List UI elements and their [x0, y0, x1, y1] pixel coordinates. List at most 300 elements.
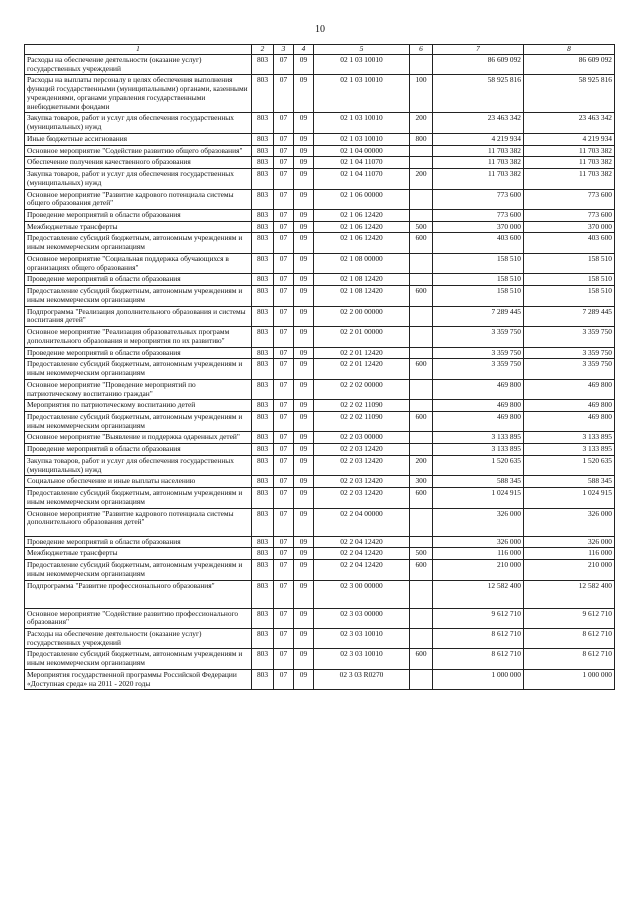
amount-year-2: 326 000 — [524, 508, 615, 536]
table-row — [25, 169, 615, 189]
section-code: 07 — [274, 400, 294, 412]
section-code: 07 — [274, 508, 294, 536]
subsection-code: 09 — [294, 580, 314, 608]
target-item-code: 02 1 04 11070 — [314, 169, 410, 189]
section-code: 07 — [274, 608, 294, 628]
amount-year-2: 1 000 000 — [524, 669, 615, 689]
row-name: Социальное обеспечение и иные выплаты населению — [25, 476, 252, 488]
subsection-code: 09 — [294, 210, 314, 222]
target-item-code: 02 2 00 00000 — [314, 306, 410, 326]
table-row — [25, 488, 615, 508]
row-name: Проведение мероприятий в области образования — [25, 444, 252, 456]
row-name: Предоставление субсидий бюджетным, автономным учреждениям и иным некоммерческим организациям — [25, 411, 252, 431]
section-code: 07 — [274, 157, 294, 169]
section-code: 07 — [274, 476, 294, 488]
subsection-code: 09 — [294, 233, 314, 253]
row-name: Обеспечение получения качественного образования — [25, 157, 252, 169]
page-number: 10 — [315, 24, 325, 35]
target-item-code: 02 3 03 R0270 — [314, 669, 410, 689]
amount-year-2: 3 359 750 — [524, 359, 615, 379]
table-row — [25, 327, 615, 347]
amount-year-1: 158 510 — [433, 253, 524, 273]
table-row — [25, 75, 615, 113]
row-name: Расходы на обеспечение деятельности (оказание услуг) государственных учреждений — [25, 628, 252, 648]
expense-type-code — [410, 400, 433, 412]
subsection-code: 09 — [294, 306, 314, 326]
section-code: 07 — [274, 306, 294, 326]
column-number-row — [25, 45, 615, 55]
subsection-code: 09 — [294, 145, 314, 157]
section-code: 07 — [274, 444, 294, 456]
amount-year-2: 1 024 915 — [524, 488, 615, 508]
row-name: Основное мероприятие "Реализация образовательных программ дополнительного образования и мероприятия по их развитию" — [25, 327, 252, 347]
amount-year-1: 469 800 — [433, 411, 524, 431]
amount-year-2: 12 582 400 — [524, 580, 615, 608]
table-row — [25, 476, 615, 488]
row-name: Проведение мероприятий в области образования — [25, 274, 252, 286]
ministry-code: 803 — [252, 233, 274, 253]
target-item-code: 02 1 03 10010 — [314, 55, 410, 75]
row-name: Предоставление субсидий бюджетным, автономным учреждениям и иным некоммерческим организациям — [25, 488, 252, 508]
amount-year-1: 403 600 — [433, 233, 524, 253]
ministry-code: 803 — [252, 379, 274, 399]
amount-year-2: 469 800 — [524, 411, 615, 431]
ministry-code: 803 — [252, 145, 274, 157]
amount-year-2: 8 612 710 — [524, 649, 615, 669]
amount-year-1: 588 345 — [433, 476, 524, 488]
amount-year-1: 9 612 710 — [433, 608, 524, 628]
section-code: 07 — [274, 55, 294, 75]
amount-year-2: 86 609 092 — [524, 55, 615, 75]
expense-type-code — [410, 189, 433, 209]
row-name: Основное мероприятие "Проведение мероприятий по патриотическому воспитанию граждан" — [25, 379, 252, 399]
target-item-code: 02 1 08 00000 — [314, 253, 410, 273]
table-row — [25, 536, 615, 548]
expense-type-code — [410, 508, 433, 536]
expense-type-code — [410, 253, 433, 273]
ministry-code: 803 — [252, 669, 274, 689]
amount-year-2: 469 800 — [524, 400, 615, 412]
subsection-code: 09 — [294, 560, 314, 580]
target-item-code: 02 2 04 12420 — [314, 560, 410, 580]
target-item-code: 02 2 01 00000 — [314, 327, 410, 347]
ministry-code: 803 — [252, 628, 274, 648]
row-name: Предоставление субсидий бюджетным, автономным учреждениям и иным некоммерческим организациям — [25, 649, 252, 669]
expense-type-code — [410, 145, 433, 157]
ministry-code: 803 — [252, 253, 274, 273]
subsection-code: 09 — [294, 327, 314, 347]
amount-year-2: 4 219 934 — [524, 133, 615, 145]
amount-year-2: 158 510 — [524, 253, 615, 273]
expense-type-code — [410, 608, 433, 628]
table-row — [25, 628, 615, 648]
table-row — [25, 306, 615, 326]
target-item-code: 02 3 03 10010 — [314, 628, 410, 648]
ministry-code: 803 — [252, 55, 274, 75]
subsection-code: 09 — [294, 75, 314, 113]
amount-year-2: 11 703 382 — [524, 145, 615, 157]
expense-type-code — [410, 327, 433, 347]
table-row — [25, 133, 615, 145]
amount-year-1: 210 000 — [433, 560, 524, 580]
table-row — [25, 157, 615, 169]
table-row — [25, 113, 615, 133]
row-name: Основное мероприятие "Выявление и поддержка одаренных детей" — [25, 432, 252, 444]
table-row — [25, 145, 615, 157]
expense-type-code — [410, 536, 433, 548]
target-item-code: 02 2 02 11090 — [314, 400, 410, 412]
target-item-code: 02 1 03 10010 — [314, 75, 410, 113]
table-row — [25, 455, 615, 475]
expense-type-code — [410, 306, 433, 326]
amount-year-1: 7 289 445 — [433, 306, 524, 326]
table-row — [25, 580, 615, 608]
amount-year-1: 1 000 000 — [433, 669, 524, 689]
subsection-code: 09 — [294, 608, 314, 628]
section-code: 07 — [274, 169, 294, 189]
section-code: 07 — [274, 113, 294, 133]
amount-year-2: 116 000 — [524, 548, 615, 560]
amount-year-1: 58 925 816 — [433, 75, 524, 113]
ministry-code: 803 — [252, 508, 274, 536]
table-row — [25, 608, 615, 628]
row-name: Иные бюджетные ассигнования — [25, 133, 252, 145]
section-code: 07 — [274, 274, 294, 286]
section-code: 07 — [274, 432, 294, 444]
target-item-code: 02 2 04 00000 — [314, 508, 410, 536]
amount-year-1: 12 582 400 — [433, 580, 524, 608]
subsection-code: 09 — [294, 411, 314, 431]
expense-type-code — [410, 444, 433, 456]
column-number: 8 — [524, 45, 615, 55]
row-name: Проведение мероприятий в области образования — [25, 536, 252, 548]
section-code: 07 — [274, 411, 294, 431]
section-code: 07 — [274, 669, 294, 689]
target-item-code: 02 2 03 12420 — [314, 488, 410, 508]
ministry-code: 803 — [252, 306, 274, 326]
expense-type-code: 200 — [410, 455, 433, 475]
ministry-code: 803 — [252, 133, 274, 145]
row-name: Подпрограмма "Развитие профессионального образования" — [25, 580, 252, 608]
expense-type-code: 600 — [410, 286, 433, 306]
column-number: 7 — [433, 45, 524, 55]
amount-year-1: 326 000 — [433, 508, 524, 536]
expense-type-code: 600 — [410, 488, 433, 508]
row-name: Предоставление субсидий бюджетным, автономным учреждениям и иным некоммерческим организациям — [25, 233, 252, 253]
amount-year-1: 1 024 915 — [433, 488, 524, 508]
subsection-code: 09 — [294, 157, 314, 169]
expense-type-code: 600 — [410, 411, 433, 431]
expense-type-code — [410, 379, 433, 399]
ministry-code: 803 — [252, 347, 274, 359]
row-name: Расходы на обеспечение деятельности (оказание услуг) государственных учреждений — [25, 55, 252, 75]
amount-year-1: 469 800 — [433, 400, 524, 412]
amount-year-1: 8 612 710 — [433, 628, 524, 648]
expense-type-code — [410, 157, 433, 169]
target-item-code: 02 2 04 12420 — [314, 536, 410, 548]
expense-type-code: 500 — [410, 221, 433, 233]
target-item-code: 02 3 00 00000 — [314, 580, 410, 608]
table-row — [25, 669, 615, 689]
subsection-code: 09 — [294, 169, 314, 189]
expense-type-code — [410, 580, 433, 608]
table-row — [25, 210, 615, 222]
amount-year-1: 11 703 382 — [433, 169, 524, 189]
amount-year-1: 773 600 — [433, 210, 524, 222]
table-row — [25, 359, 615, 379]
amount-year-1: 158 510 — [433, 286, 524, 306]
ministry-code: 803 — [252, 359, 274, 379]
amount-year-2: 469 800 — [524, 379, 615, 399]
section-code: 07 — [274, 548, 294, 560]
ministry-code: 803 — [252, 169, 274, 189]
section-code: 07 — [274, 189, 294, 209]
section-code: 07 — [274, 253, 294, 273]
amount-year-2: 1 520 635 — [524, 455, 615, 475]
column-number: 2 — [252, 45, 274, 55]
subsection-code: 09 — [294, 253, 314, 273]
row-name: Подпрограмма "Реализация дополнительного образования и системы воспитания детей" — [25, 306, 252, 326]
subsection-code: 09 — [294, 113, 314, 133]
expense-type-code: 100 — [410, 75, 433, 113]
ministry-code: 803 — [252, 580, 274, 608]
section-code: 07 — [274, 359, 294, 379]
expense-type-code: 800 — [410, 133, 433, 145]
ministry-code: 803 — [252, 400, 274, 412]
table-row — [25, 444, 615, 456]
table-row — [25, 560, 615, 580]
row-name: Закупка товаров, работ и услуг для обеспечения государственных (муниципальных) нужд — [25, 113, 252, 133]
ministry-code: 803 — [252, 274, 274, 286]
table-row — [25, 55, 615, 75]
ministry-code: 803 — [252, 286, 274, 306]
table-row — [25, 253, 615, 273]
expense-type-code: 300 — [410, 476, 433, 488]
amount-year-2: 403 600 — [524, 233, 615, 253]
expense-type-code — [410, 55, 433, 75]
section-code: 07 — [274, 286, 294, 306]
ministry-code: 803 — [252, 536, 274, 548]
table-row — [25, 379, 615, 399]
amount-year-2: 7 289 445 — [524, 306, 615, 326]
expense-type-code — [410, 274, 433, 286]
ministry-code: 803 — [252, 113, 274, 133]
target-item-code: 02 2 03 12420 — [314, 455, 410, 475]
expense-type-code: 600 — [410, 359, 433, 379]
column-number: 5 — [314, 45, 410, 55]
target-item-code: 02 3 03 00000 — [314, 608, 410, 628]
amount-year-1: 370 000 — [433, 221, 524, 233]
amount-year-1: 116 000 — [433, 548, 524, 560]
ministry-code: 803 — [252, 411, 274, 431]
subsection-code: 09 — [294, 379, 314, 399]
amount-year-1: 3 133 895 — [433, 432, 524, 444]
amount-year-2: 8 612 710 — [524, 628, 615, 648]
column-number: 6 — [410, 45, 433, 55]
subsection-code: 09 — [294, 649, 314, 669]
amount-year-1: 4 219 934 — [433, 133, 524, 145]
table-row — [25, 400, 615, 412]
target-item-code: 02 1 03 10010 — [314, 133, 410, 145]
ministry-code: 803 — [252, 649, 274, 669]
subsection-code: 09 — [294, 359, 314, 379]
target-item-code: 02 2 03 00000 — [314, 432, 410, 444]
ministry-code: 803 — [252, 608, 274, 628]
row-name: Предоставление субсидий бюджетным, автономным учреждениям и иным некоммерческим организациям — [25, 359, 252, 379]
table-row — [25, 649, 615, 669]
column-number: 1 — [25, 45, 252, 55]
amount-year-2: 3 133 895 — [524, 444, 615, 456]
amount-year-1: 3 359 750 — [433, 347, 524, 359]
subsection-code: 09 — [294, 536, 314, 548]
expense-type-code: 500 — [410, 548, 433, 560]
section-code: 07 — [274, 75, 294, 113]
section-code: 07 — [274, 455, 294, 475]
subsection-code: 09 — [294, 508, 314, 536]
row-name: Межбюджетные трансферты — [25, 221, 252, 233]
amount-year-2: 11 703 382 — [524, 169, 615, 189]
budget-table — [24, 44, 615, 690]
subsection-code: 09 — [294, 488, 314, 508]
table-row — [25, 432, 615, 444]
target-item-code: 02 1 06 12420 — [314, 233, 410, 253]
amount-year-1: 3 359 750 — [433, 327, 524, 347]
amount-year-1: 773 600 — [433, 189, 524, 209]
ministry-code: 803 — [252, 444, 274, 456]
section-code: 07 — [274, 133, 294, 145]
table-row — [25, 221, 615, 233]
amount-year-2: 773 600 — [524, 210, 615, 222]
expense-type-code — [410, 628, 433, 648]
subsection-code: 09 — [294, 400, 314, 412]
expense-type-code: 200 — [410, 113, 433, 133]
row-name: Проведение мероприятий в области образования — [25, 347, 252, 359]
subsection-code: 09 — [294, 133, 314, 145]
amount-year-2: 3 133 895 — [524, 432, 615, 444]
subsection-code: 09 — [294, 444, 314, 456]
amount-year-1: 326 000 — [433, 536, 524, 548]
ministry-code: 803 — [252, 476, 274, 488]
ministry-code: 803 — [252, 432, 274, 444]
target-item-code: 02 3 03 10010 — [314, 649, 410, 669]
table-row — [25, 274, 615, 286]
expense-type-code — [410, 347, 433, 359]
subsection-code: 09 — [294, 189, 314, 209]
target-item-code: 02 2 02 00000 — [314, 379, 410, 399]
section-code: 07 — [274, 580, 294, 608]
amount-year-1: 11 703 382 — [433, 145, 524, 157]
target-item-code: 02 2 01 12420 — [314, 359, 410, 379]
target-item-code: 02 1 06 00000 — [314, 189, 410, 209]
target-item-code: 02 2 04 12420 — [314, 548, 410, 560]
row-name: Основное мероприятие "Содействие развитию общего образования" — [25, 145, 252, 157]
amount-year-2: 158 510 — [524, 286, 615, 306]
amount-year-2: 3 359 750 — [524, 327, 615, 347]
amount-year-2: 773 600 — [524, 189, 615, 209]
subsection-code: 09 — [294, 221, 314, 233]
amount-year-1: 86 609 092 — [433, 55, 524, 75]
amount-year-1: 158 510 — [433, 274, 524, 286]
target-item-code: 02 1 04 11070 — [314, 157, 410, 169]
ministry-code: 803 — [252, 221, 274, 233]
expense-type-code — [410, 210, 433, 222]
table-row — [25, 189, 615, 209]
amount-year-1: 469 800 — [433, 379, 524, 399]
ministry-code: 803 — [252, 548, 274, 560]
amount-year-1: 3 133 895 — [433, 444, 524, 456]
section-code: 07 — [274, 560, 294, 580]
amount-year-1: 23 463 342 — [433, 113, 524, 133]
section-code: 07 — [274, 221, 294, 233]
subsection-code: 09 — [294, 669, 314, 689]
section-code: 07 — [274, 145, 294, 157]
amount-year-2: 58 925 816 — [524, 75, 615, 113]
section-code: 07 — [274, 628, 294, 648]
target-item-code: 02 1 03 10010 — [314, 113, 410, 133]
row-name: Основное мероприятие "Развитие кадрового потенциала системы дополнительного образования детей" — [25, 508, 252, 536]
ministry-code: 803 — [252, 75, 274, 113]
section-code: 07 — [274, 649, 294, 669]
table-row — [25, 548, 615, 560]
expense-type-code — [410, 432, 433, 444]
target-item-code: 02 1 06 12420 — [314, 210, 410, 222]
ministry-code: 803 — [252, 455, 274, 475]
row-name: Основное мероприятие "Развитие кадрового потенциала системы общего образования детей" — [25, 189, 252, 209]
ministry-code: 803 — [252, 488, 274, 508]
table-row — [25, 347, 615, 359]
section-code: 07 — [274, 327, 294, 347]
expense-type-code: 200 — [410, 169, 433, 189]
column-number: 4 — [294, 45, 314, 55]
target-item-code: 02 2 02 11090 — [314, 411, 410, 431]
ministry-code: 803 — [252, 327, 274, 347]
table-row — [25, 508, 615, 536]
target-item-code: 02 1 06 12420 — [314, 221, 410, 233]
ministry-code: 803 — [252, 210, 274, 222]
amount-year-1: 8 612 710 — [433, 649, 524, 669]
target-item-code: 02 1 04 00000 — [314, 145, 410, 157]
expense-type-code: 600 — [410, 233, 433, 253]
expense-type-code: 600 — [410, 649, 433, 669]
amount-year-2: 11 703 382 — [524, 157, 615, 169]
expense-type-code — [410, 669, 433, 689]
table-row — [25, 233, 615, 253]
row-name: Межбюджетные трансферты — [25, 548, 252, 560]
target-item-code: 02 2 01 12420 — [314, 347, 410, 359]
subsection-code: 09 — [294, 476, 314, 488]
subsection-code: 09 — [294, 347, 314, 359]
target-item-code: 02 2 03 12420 — [314, 444, 410, 456]
row-name: Расходы на выплаты персоналу в целях обеспечения выполнения функций государственными (муниципальными) органами, казенными учреждениями, органами управления государственными внебюджетными фондами — [25, 75, 252, 113]
subsection-code: 09 — [294, 628, 314, 648]
amount-year-2: 370 000 — [524, 221, 615, 233]
row-name: Закупка товаров, работ и услуг для обеспечения государственных (муниципальных) нужд — [25, 455, 252, 475]
amount-year-2: 9 612 710 — [524, 608, 615, 628]
subsection-code: 09 — [294, 455, 314, 475]
target-item-code: 02 2 03 12420 — [314, 476, 410, 488]
ministry-code: 803 — [252, 189, 274, 209]
subsection-code: 09 — [294, 274, 314, 286]
row-name: Предоставление субсидий бюджетным, автономным учреждениям и иным некоммерческим организациям — [25, 286, 252, 306]
amount-year-1: 3 359 750 — [433, 359, 524, 379]
target-item-code: 02 1 08 12420 — [314, 286, 410, 306]
section-code: 07 — [274, 210, 294, 222]
subsection-code: 09 — [294, 286, 314, 306]
section-code: 07 — [274, 347, 294, 359]
target-item-code: 02 1 08 12420 — [314, 274, 410, 286]
amount-year-2: 326 000 — [524, 536, 615, 548]
row-name: Мероприятия государственной программы Российской Федерации «Доступная среда» на 2011 - 2020 годы — [25, 669, 252, 689]
